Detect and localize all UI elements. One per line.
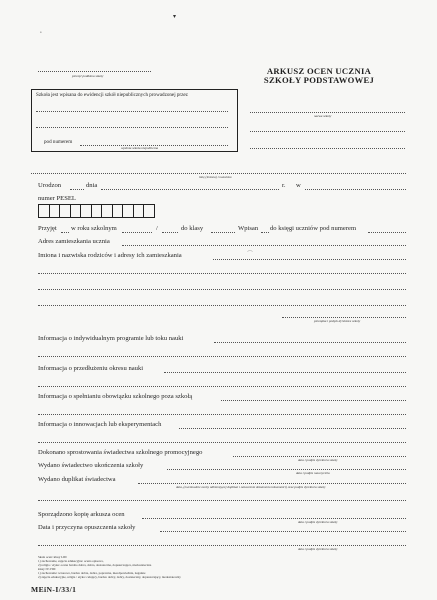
evidence-line-1 — [36, 111, 228, 112]
school-name-line-1 — [250, 112, 405, 113]
born-suffix-line — [70, 189, 84, 190]
school-name-line-2 — [250, 131, 405, 132]
duplicate-line — [138, 483, 406, 484]
extension-line-2 — [38, 386, 406, 387]
footnote-line: 2) zajęcia edukacyjne, religia / etyka: celujący, bardzo dobry, dobry, dostateczny, dopuszczający, niedostateczny — [38, 575, 181, 580]
issued-line — [167, 469, 406, 470]
principal-signature-line — [282, 317, 406, 318]
principal-caption: pieczątka i podpis dyrektora szkoły — [314, 319, 361, 323]
compulsory-label: Informacja o spełnianiu obowiązku szkolnego poza szkołą — [38, 393, 193, 400]
duplicate-label: Wydano duplikat świadectwa — [38, 476, 116, 483]
issued-label: Wydano świadectwo ukończenia szkoły — [38, 462, 144, 469]
school-name-caption: nazwa szkoły — [314, 114, 332, 118]
parents-line-3 — [38, 289, 406, 290]
register-book-label: do księgi uczniów pod numerem — [270, 225, 357, 232]
year-suffix-label: r. — [282, 182, 286, 189]
leaving-line-1 — [160, 531, 406, 532]
school-year-start-line — [122, 232, 152, 233]
evidence-caption: wpełnia szkoła niepubliczna — [121, 146, 159, 150]
footnote-line: 1) zachowanie, zajęcia edukacyjne: ocena opisowa, — [38, 559, 104, 564]
copy-line — [142, 518, 406, 519]
evidence-text: Szkoła jest wpisana do ewidencji szkół niepublicznych prowadzonej przez — [36, 92, 188, 98]
class-line — [211, 232, 235, 233]
footnote-line: Skala ocen: klasy I-III: — [38, 555, 68, 559]
form-code: MEiN-I/33/1 — [31, 585, 77, 594]
extension-line-1 — [164, 372, 406, 373]
individual-program-line-1 — [214, 342, 406, 343]
correction-label: Dokonano sprostowania świadectwa szkolnego promocyjnego — [38, 449, 203, 456]
school-year-label: w roku szkolnym — [71, 225, 117, 232]
compulsory-line-2 — [38, 414, 406, 415]
correction-line — [233, 456, 406, 457]
birth-date-line — [101, 189, 279, 190]
admitted-suffix-line — [61, 232, 69, 233]
leaving-caption: data i podpis dyrektora szkoły — [298, 547, 338, 551]
footnote-line: 1) zachowanie: wzorowe, bardzo dobre, dobre, poprawne, nieodpowiednie, naganne — [38, 571, 146, 576]
compulsory-line-1 — [221, 400, 406, 401]
innovations-line-2 — [38, 442, 406, 443]
admitted-label: Przyjęt — [38, 225, 57, 232]
day-label: dnia — [86, 182, 98, 189]
individual-program-line-2 — [38, 356, 406, 357]
stamp-caption: pieczęć podłużna szkoły — [72, 74, 104, 78]
innovations-label: Informacja o innowacjach lub eksperymentach — [38, 421, 162, 428]
page-title — [244, 67, 394, 86]
title-line-2: SZKOŁY PODSTAWOWEJ — [263, 75, 375, 86]
place-label: w — [296, 182, 301, 189]
student-name-caption: imię (imiona) i nazwisko — [199, 175, 232, 179]
scan-dot: ▾ — [173, 14, 177, 20]
registered-suffix-line — [261, 232, 269, 233]
address-line — [122, 245, 406, 246]
parents-line-2 — [38, 273, 406, 274]
evidence-line-2 — [36, 127, 228, 128]
issued-caption: data i podpis nauczyciela — [296, 471, 330, 475]
register-number-line — [368, 232, 406, 233]
duplicate-caption: data, (ewentualnie osoby odbierającej duplikat i oznaczenie dokumentu tożsamości) oraz podpis dyrektora szkoły — [176, 485, 326, 489]
individual-program-label: Informacja o indywidualnym programie lub toku nauki — [38, 335, 184, 342]
pesel-digit-box — [143, 204, 155, 218]
correction-caption: data i podpis dyrektora szkoły — [298, 458, 338, 462]
copy-caption: data i podpis dyrektora szkoły — [298, 520, 338, 524]
pesel-boxes — [38, 204, 154, 217]
pen-mark: ⌒ — [247, 252, 254, 258]
pesel-label: numer PESEL — [38, 195, 76, 202]
birth-place-line — [305, 189, 406, 190]
school-name-line-3 — [250, 148, 405, 149]
school-year-slash: / — [156, 225, 158, 232]
title-line-1: ARKUSZ OCEN UCZNIA — [266, 66, 372, 76]
parents-line-4 — [38, 305, 406, 306]
extension-label: Informacja o przedłużeniu okresu nauki — [38, 365, 144, 372]
to-class-label: do klasy — [181, 225, 204, 232]
stamp-line — [38, 71, 151, 72]
duplicate-line-2 — [38, 500, 406, 501]
leaving-line-2 — [38, 545, 406, 546]
innovations-line-1 — [179, 428, 406, 429]
parents-label: Imiona i nazwiska rodziców i adresy ich zamieszkania — [38, 252, 182, 259]
scan-dot: • — [40, 31, 42, 36]
parents-line-1 — [213, 259, 406, 260]
address-label: Adres zamieszkania ucznia — [38, 238, 110, 245]
leaving-label: Data i przyczyna opuszczenia szkoły — [38, 524, 136, 531]
born-label: Urodzon — [38, 182, 62, 189]
evidence-number-label: pod numerem — [44, 139, 73, 145]
student-name-line — [31, 173, 406, 174]
school-year-end-line — [162, 232, 178, 233]
registered-label: Wpisan — [238, 225, 259, 232]
copy-label: Sporządzono kopię arkusza ocen — [38, 511, 125, 518]
footnote-line: klasy IV-VIII: — [38, 567, 57, 572]
footnotes — [38, 555, 181, 580]
footnote-line: 2) religia / etyka: ocena bardzo dobra, dobra, dostateczna, dopuszczająca, niedostateczna — [38, 563, 152, 568]
